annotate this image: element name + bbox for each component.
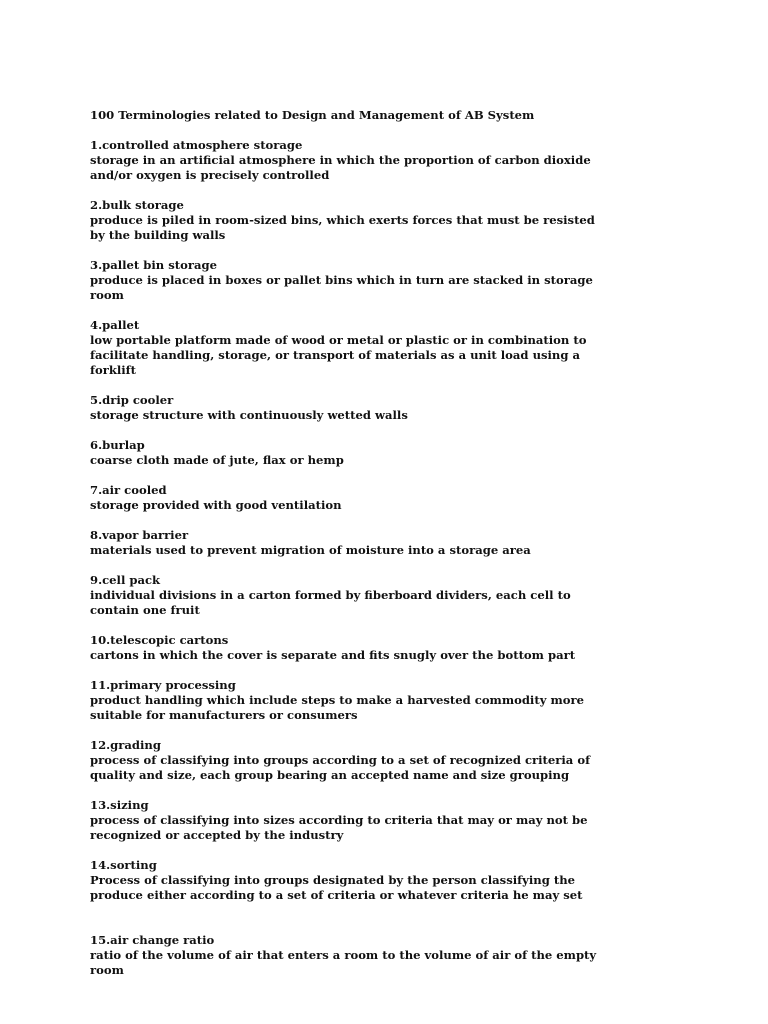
term-name: 10.telescopic cartons xyxy=(90,633,229,647)
term-name: 1.controlled atmosphere storage xyxy=(90,138,303,152)
term-definition: materials used to prevent migration of moisture into a storage area xyxy=(90,543,531,557)
term-entry-1 xyxy=(90,138,610,183)
term-name: 13.sizing xyxy=(90,798,149,812)
term-definition: cartons in which the cover is separate and fits snugly over the bottom part xyxy=(90,648,576,662)
term-entry-2 xyxy=(90,198,610,243)
term-definition: ratio of the volume of air that enters a room to the volume of air of the empty room xyxy=(90,948,597,977)
term-entry-5 xyxy=(90,393,610,423)
term-name: 14.sorting xyxy=(90,858,157,872)
term-entry-15 xyxy=(90,933,610,978)
term-entry-11 xyxy=(90,678,610,723)
term-definition: produce is placed in boxes or pallet bins which in turn are stacked in storage room xyxy=(90,273,593,302)
document-title: 100 Terminologies related to Design and Management of AB System xyxy=(90,108,535,122)
term-name: 9.cell pack xyxy=(90,573,161,587)
term-entry-13 xyxy=(90,798,610,843)
term-entry-8 xyxy=(90,528,610,558)
term-name: 7.air cooled xyxy=(90,483,167,497)
term-name: 15.air change ratio xyxy=(90,933,215,947)
term-entry-14 xyxy=(90,858,610,903)
term-definition: coarse cloth made of jute, flax or hemp xyxy=(90,453,344,467)
term-definition: Process of classifying into groups designated by the person classifying the produce either according to a set of criteria or whatever criteria he may set xyxy=(90,873,583,902)
term-entry-3 xyxy=(90,258,610,303)
term-entry-10 xyxy=(90,633,610,663)
term-definition: produce is piled in room-sized bins, which exerts forces that must be resisted by the building walls xyxy=(90,213,595,242)
term-name: 11.primary processing xyxy=(90,678,236,692)
term-definition: storage in an artificial atmosphere in which the proportion of carbon dioxide and/or oxygen is precisely controlled xyxy=(90,153,591,182)
term-definition: individual divisions in a carton formed by fiberboard dividers, each cell to contain one fruit xyxy=(90,588,571,617)
term-definition: storage provided with good ventilation xyxy=(90,498,342,512)
term-name: 2.bulk storage xyxy=(90,198,184,212)
term-name: 5.drip cooler xyxy=(90,393,174,407)
term-entry-9 xyxy=(90,573,610,618)
term-entry-4 xyxy=(90,318,610,378)
term-name: 6.burlap xyxy=(90,438,145,452)
term-name: 4.pallet xyxy=(90,318,140,332)
term-name: 3.pallet bin storage xyxy=(90,258,217,272)
term-definition: product handling which include steps to make a harvested commodity more suitable for manufacturers or consumers xyxy=(90,693,584,722)
document-content xyxy=(90,108,610,993)
term-entry-12 xyxy=(90,738,610,783)
term-definition: storage structure with continuously wetted walls xyxy=(90,408,408,422)
term-entry-7 xyxy=(90,483,610,513)
term-definition: low portable platform made of wood or metal or plastic or in combination to facilitate handling, storage, or transport of materials as a unit load using a forklift xyxy=(90,333,587,377)
term-entry-6 xyxy=(90,438,610,468)
term-definition: process of classifying into groups according to a set of recognized criteria of quality and size, each group bearing an accepted name and size grouping xyxy=(90,753,591,782)
term-name: 8.vapor barrier xyxy=(90,528,189,542)
term-name: 12.grading xyxy=(90,738,161,752)
term-definition: process of classifying into sizes according to criteria that may or may not be recognized or accepted by the industry xyxy=(90,813,588,842)
